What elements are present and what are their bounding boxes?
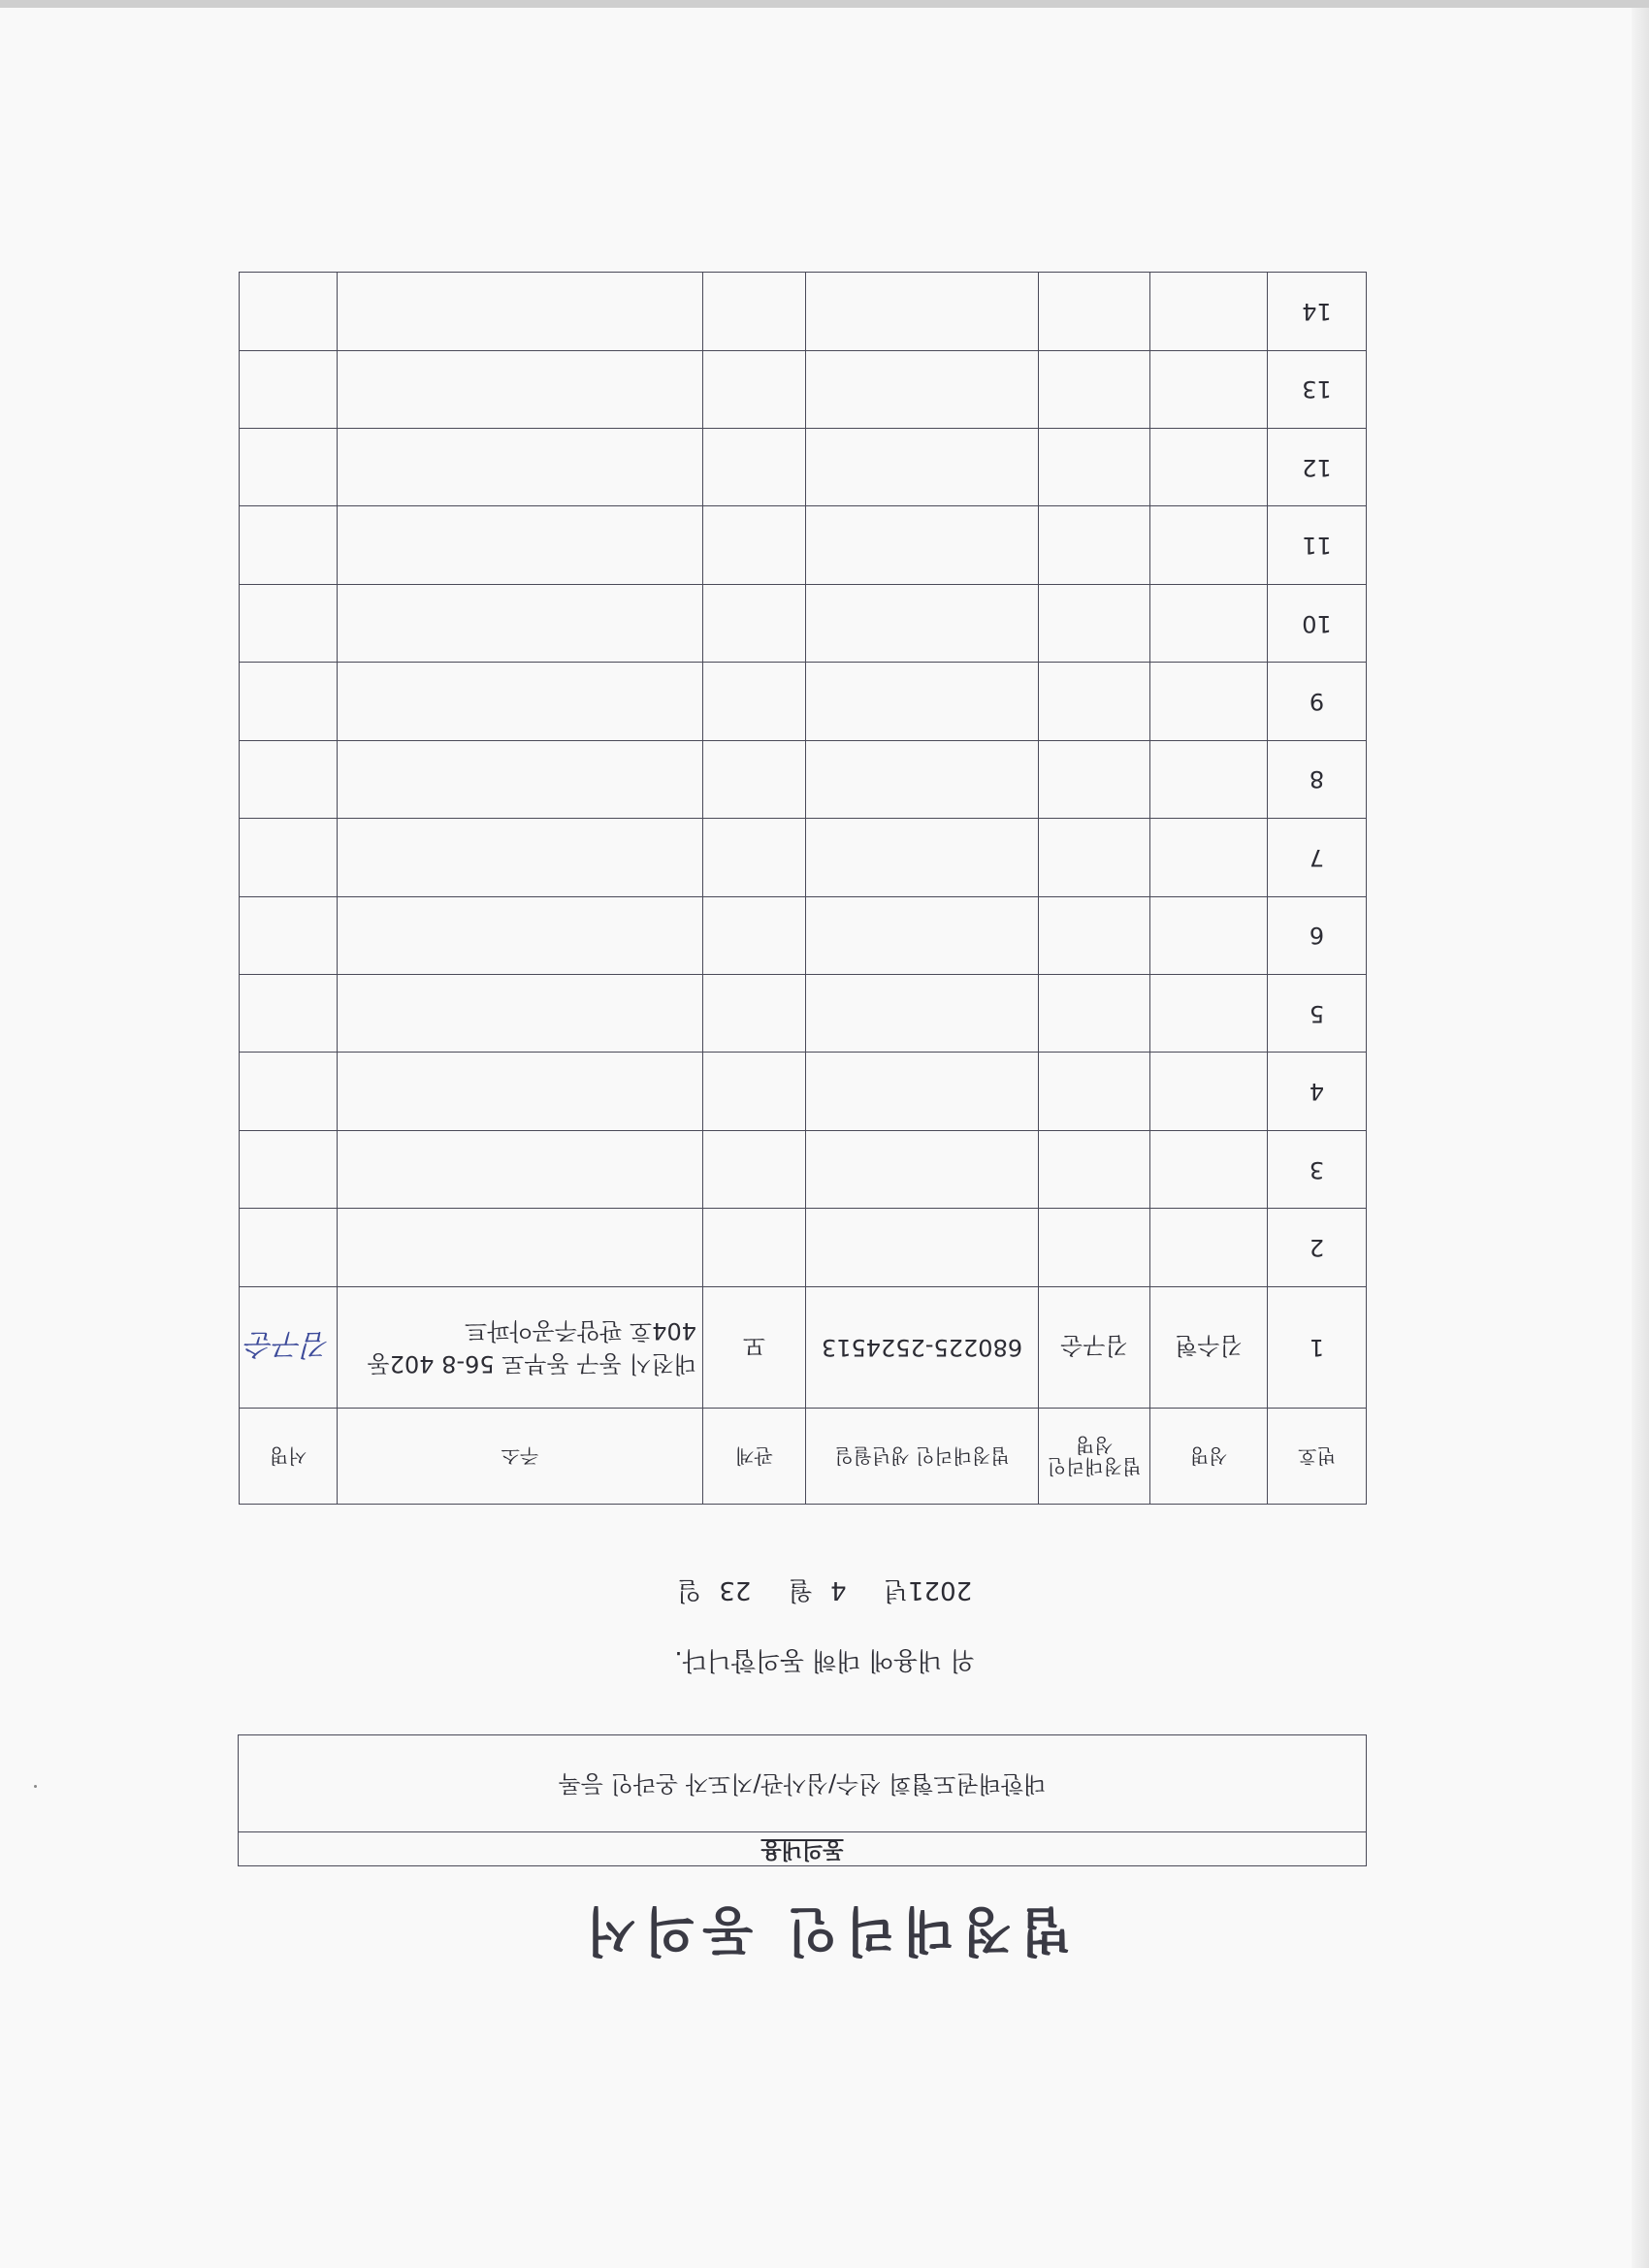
table-row: [240, 819, 1367, 896]
document-date: [0, 1574, 1649, 1610]
table-row: [240, 740, 1367, 818]
cell-no: 9: [1268, 663, 1367, 740]
table-row: [240, 1286, 1367, 1409]
consent-heading: 동의내용: [239, 1831, 1366, 1865]
table-row: [240, 428, 1367, 505]
cell-relation: 모: [703, 1286, 806, 1409]
scan-border: [0, 0, 1649, 8]
scan-speck: [34, 1785, 37, 1788]
header-name: 성명: [1150, 1409, 1268, 1505]
header-signature: 서명: [240, 1409, 338, 1505]
cell-signature: [240, 1286, 338, 1409]
cell-no: 2: [1268, 1209, 1367, 1286]
cell-name: 김수현: [1150, 1286, 1268, 1409]
cell-no: 14: [1268, 273, 1367, 351]
guardian-consent-table: [239, 272, 1367, 1505]
table-row: [240, 1209, 1367, 1286]
table-row: [240, 663, 1367, 740]
table-row: [240, 975, 1367, 1053]
table-row: [240, 896, 1367, 974]
cell-no: 10: [1268, 584, 1367, 662]
cell-no: 5: [1268, 975, 1367, 1053]
cell-no: 7: [1268, 819, 1367, 896]
consent-text: 대한태권도협회 선수/심사관/지도자 온라인 등록: [558, 1770, 1047, 1798]
date-day: 23 일: [676, 1575, 752, 1604]
header-relation: 관계: [703, 1409, 806, 1505]
table-header-row: [240, 1409, 1367, 1505]
table-row: [240, 273, 1367, 351]
date-month: 4 월: [788, 1575, 847, 1604]
table-row: [240, 350, 1367, 428]
header-guardian-birth: 법정대리인 생년월일: [806, 1409, 1039, 1505]
header-guardian-name: 법정대리인 성명: [1039, 1409, 1150, 1505]
cell-no: 4: [1268, 1053, 1367, 1130]
header-no: 번호: [1268, 1409, 1367, 1505]
cell-no: 13: [1268, 350, 1367, 428]
table-row: [240, 1130, 1367, 1208]
table-row: [240, 584, 1367, 662]
cell-no: 1: [1268, 1286, 1367, 1409]
cell-no: 12: [1268, 428, 1367, 505]
handwritten-signature: 김구순: [245, 1327, 331, 1362]
cell-guardian-name: 김구순: [1039, 1286, 1150, 1409]
cell-no: 6: [1268, 896, 1367, 974]
cell-guardian-birth: 680225-2524513: [806, 1286, 1039, 1409]
cell-address: 대전시 동구 동부로 56-8 402동 404호 판암주공아파트: [338, 1286, 703, 1409]
header-address: 주소: [338, 1409, 703, 1505]
table-row: [240, 506, 1367, 584]
table-row: [240, 1053, 1367, 1130]
agreement-statement: 위 내용에 대해 동의합니다.: [674, 1645, 975, 1674]
cell-no: 11: [1268, 506, 1367, 584]
date-year: 2021년: [883, 1575, 973, 1604]
document-title: 법정대리인 동의서: [577, 1900, 1072, 1961]
cell-no: 8: [1268, 740, 1367, 818]
cell-no: 3: [1268, 1130, 1367, 1208]
consent-content-box: [238, 1734, 1367, 1866]
